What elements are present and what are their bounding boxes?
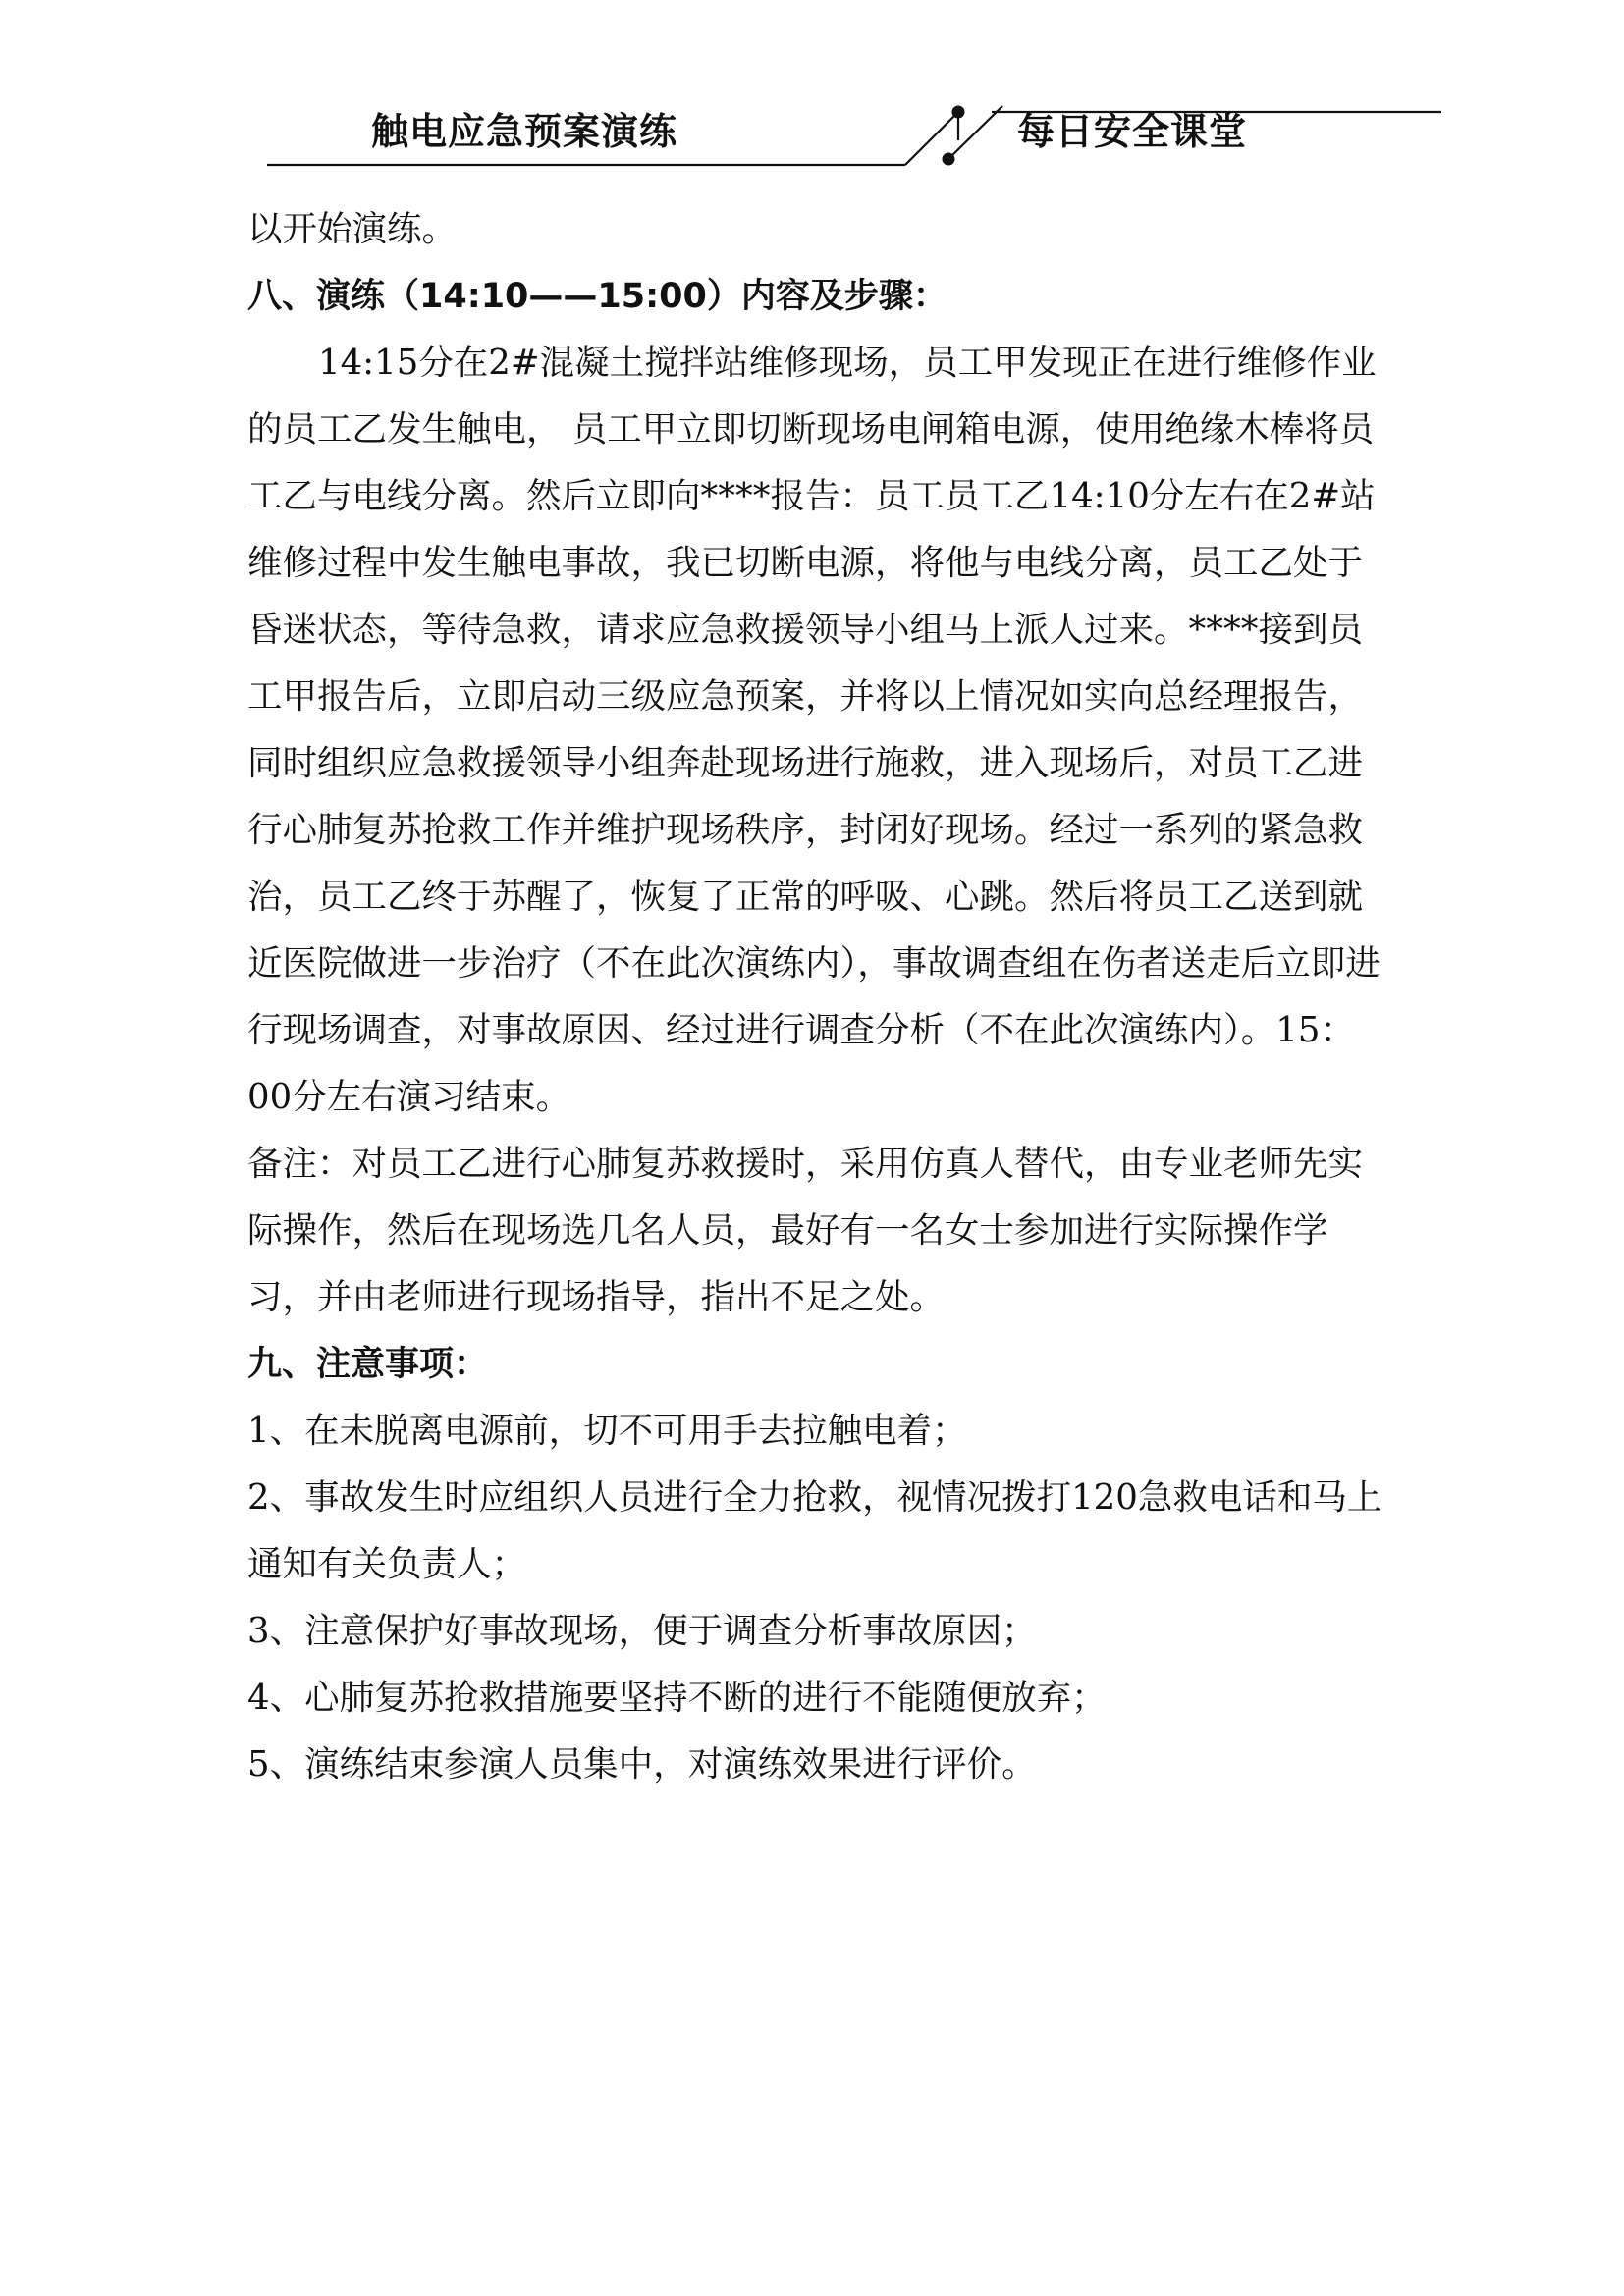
precaution-item-4: 4、心肺复苏抢救措施要坚持不断的进行不能随便放弃； bbox=[247, 1678, 1107, 1718]
intro-line: 以开始演练。 bbox=[247, 209, 458, 249]
header-dot-top bbox=[952, 106, 965, 119]
section-heading-9: 九、注意事项： bbox=[247, 1345, 489, 1384]
precaution-item-1: 1、在未脱离电源前，切不可用手去拉触电着； bbox=[247, 1411, 967, 1451]
document-body bbox=[247, 196, 1386, 1798]
header-title-right: 每日安全课堂 bbox=[1017, 110, 1248, 153]
section-heading-8: 八、演练（14:10——15:00）内容及步骤： bbox=[247, 277, 947, 316]
precaution-item-2: 2、事故发生时应组织人员进行全力抢救，视情况拨打120急救电话和马上通知有关负责人； bbox=[247, 1477, 1382, 1584]
precaution-item-5: 5、演练结束参演人员集中，对演练效果进行评价。 bbox=[247, 1744, 1037, 1785]
precaution-item-3: 3、注意保护好事故现场，便于调查分析事故原因； bbox=[247, 1611, 1037, 1651]
header-dot-bottom bbox=[943, 153, 955, 166]
header-title-left: 触电应急预案演练 bbox=[371, 110, 678, 153]
note-paragraph: 备注：对员工乙进行心肺复苏救援时，采用仿真人替代，由专业老师先实际操作，然后在现场选几名人员，最好有一名女士参加进行实际操作学习，并由老师进行现场指导，指出不足之处。 bbox=[247, 1144, 1364, 1317]
header-divider-graphic bbox=[0, 0, 1624, 196]
drill-steps-paragraph: 14:15分在2#混凝土搅拌站维修现场，员工甲发现正在进行维修作业的员工乙发生触电， 员工甲立即切断现场电闸箱电源，使用绝缘木棒将员工乙与电线分离。然后立即向****报告：员工员工乙14:10分左右在2#站维修过程中发生触电事故，我已切断电源，将他与电线分离，员工乙处于昏迷状态，等待急救，请求应急救援领导小组马上派人过来。****接到员工甲报告后，立即启动三级应急预案，并将以上情况如实向总经理报告，同时组织应急救援领导小组奔赴现场进行施救，进入现场后，对员工乙进行心肺复苏抢救工作并维护现场秩序，封闭好现场。经过一系列的紧急救治，员工乙终于苏醒了，恢复了正常的呼吸、心跳。然后将员工乙送到就近医院做进一步治疗（不在此次演练内），事故调查组在伤者送走后立即进行现场调查，对事故原因、经过进行调查分析（不在此次演练内）。15：00分左右演习结束。 bbox=[247, 343, 1380, 1117]
